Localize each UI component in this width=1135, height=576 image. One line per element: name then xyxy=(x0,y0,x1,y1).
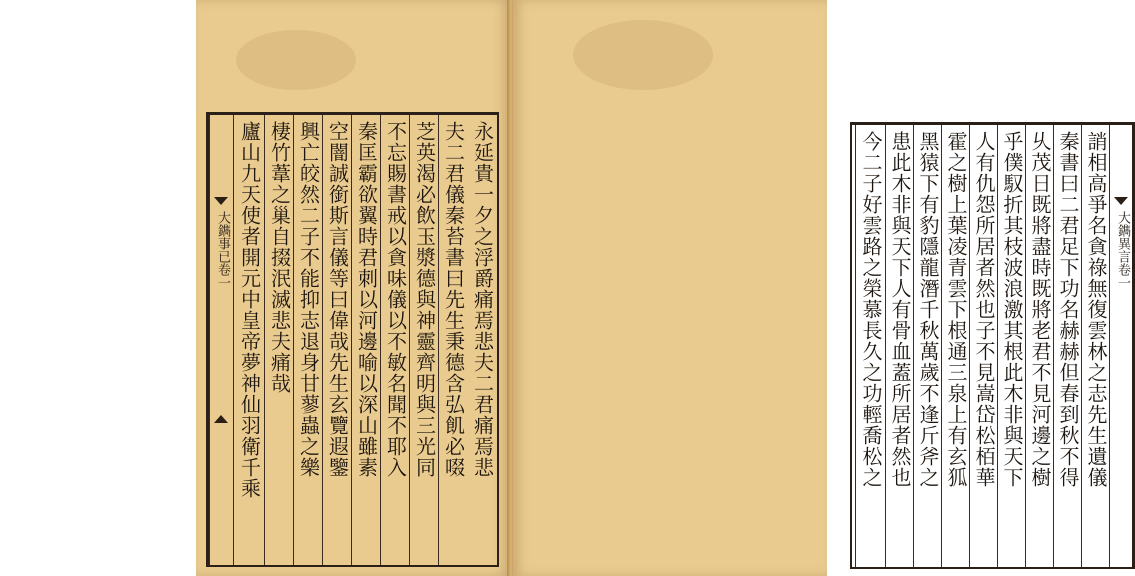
text-column: 夫二君儀秦苔書曰先生秉德含弘飢必啜 xyxy=(438,115,468,565)
right-margin-label: 大鐫異言卷一 xyxy=(1115,211,1130,289)
right-margin-column xyxy=(1109,125,1132,567)
paper-stain xyxy=(236,30,356,90)
text-column: 廬山九天使者開元中皇帝夢神仙羽衛千乘 xyxy=(233,115,265,565)
left-page xyxy=(196,0,509,576)
fishtail-top-mark xyxy=(1114,197,1128,205)
text-column: 空闇誠銜斯言儀等曰偉哉先生玄覽遐鑒 xyxy=(322,115,352,565)
right-page xyxy=(513,0,1130,576)
text-column: 患此木非與天下人有骨血蓋所居者然也 xyxy=(885,125,914,567)
text-column: 今二子好雲路之榮慕長久之功輕喬松之 xyxy=(855,125,886,567)
left-margin-label: 大鐫事已卷一 xyxy=(215,211,230,289)
text-column: 黑猿下有豹隱龍潛千秋萬歲不逢斤斧之 xyxy=(913,125,942,567)
open-book xyxy=(196,0,1130,576)
paper-stain xyxy=(573,20,713,90)
left-margin-column xyxy=(209,115,232,565)
text-column: 永延貴一夕之浮爵痛焉悲夫二君痛焉悲 xyxy=(470,121,495,478)
text-column: 秦匡霸欲翼時君刺以河邊喻以深山雖素 xyxy=(351,115,381,565)
text-column: 乎僕馭折其枝波浪激其根此木非與天下 xyxy=(997,125,1026,567)
text-column: 芝英渴必飲玉漿德與神靈齊明與三光同 xyxy=(409,115,439,565)
fishtail-top-mark xyxy=(214,197,228,205)
text-column: 棲竹葦之巢自掇泯滅悲夫痛哉 xyxy=(264,115,294,565)
text-column: 乆茂日既將盡時既將老君不見河邊之樹 xyxy=(1025,125,1054,567)
text-column: 人有仇怨所居者然也子不見嵩岱松栢華 xyxy=(969,125,998,567)
left-text-frame xyxy=(206,112,499,567)
text-column: 興亡皎然二子不能抑志退身甘蓼蟲之樂 xyxy=(293,115,323,565)
text-column: 不忘賜書戒以貪味儀以不敏名聞不耶入 xyxy=(380,115,410,565)
text-column: 霍之樹上葉凌青雲下根通三泉上有玄狐 xyxy=(941,125,970,567)
text-column: 誚相高爭名貪祿無復雲林之志先生遺儀 xyxy=(1081,125,1110,567)
text-column: 秦書曰二君足下功名赫赫但春到秋不得 xyxy=(1053,125,1082,567)
right-text-frame xyxy=(850,122,1135,569)
fishtail-bottom-mark xyxy=(214,415,228,423)
